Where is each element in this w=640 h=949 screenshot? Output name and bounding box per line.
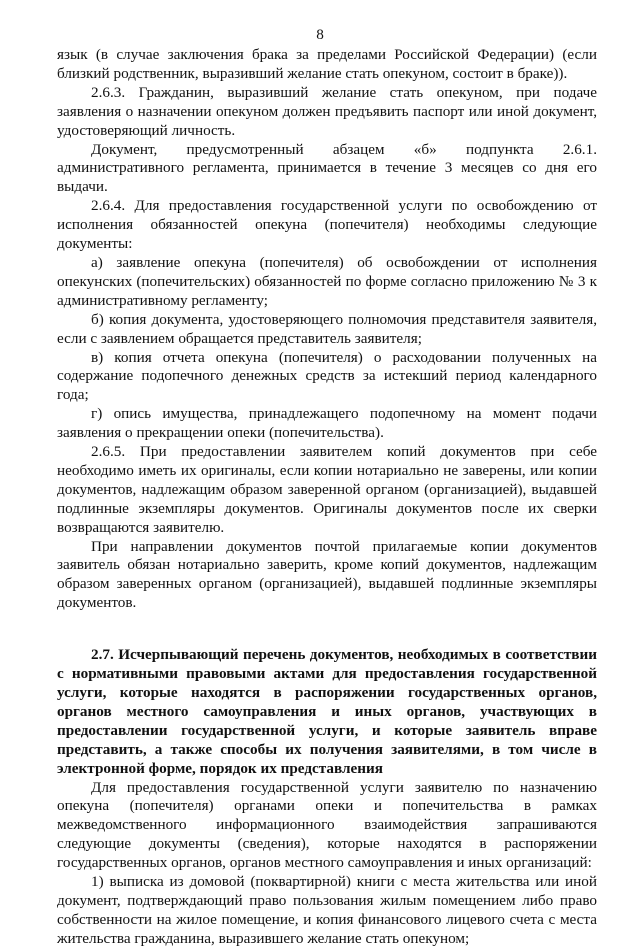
page-number: 8 [316,26,324,43]
list-item-1: 1) выписка из домовой (поквартирной) книги с места жительства или иной документ, подтверждающий право пользования жилым помещением либо право собственности на жилое помещение, и копия финансового лицевого счета с места жительства гражданина, выразившего желание стать опекуном; [57,873,597,947]
paragraph-continuation: язык (в случае заключения брака за пределами Российской Федерации) (если близкий родственник, выразивший желание стать опекуном, состоит в браке)). [57,46,597,82]
paragraph-postal-copies: При направлении документов почтой прилагаемые копии документов заявитель обязан нотариально заверить, кроме копий документов, надлежащим образом заверенных органом (организацией), выдавшей подлинные экземпляры документов. [57,537,597,612]
list-item-a: а) заявление опекуна (попечителя) об освобождении от исполнения опекунских (попечительских) обязанностей по форме согласно приложению № 3 к административному регламенту; [57,253,597,309]
paragraph-document-term: Документ, предусмотренный абзацем «б» подпункта 2.6.1. административного регламента, принимается в течение 3 месяцев со дня его выдачи. [57,140,597,196]
list-item-g: г) опись имущества, принадлежащего подопечному на момент подачи заявления о прекращении опеки (попечительства). [57,405,597,442]
paragraph-2-6-5: 2.6.5. При предоставлении заявителем копий документов при себе необходимо иметь их оригиналы, если копии нотариально не заверены, или копии документов, надлежащим образом заверенной органом (организацией), выдавшей подлинные экземпляры документов. Оригиналы документов после их сверки возвращаются заявителю. [57,443,597,536]
section-heading-2-7: 2.7. Исчерпывающий перечень документов, необходимых в соответствии с нормативными правовыми актами для предоставления государственной услуги, которые находятся в распоряжении государственных органов, органов местного самоуправления и иных органов, участвующих в предоставлении государственной услуги, и которые заявитель вправе представить, а также способы их получения заявителями, в том числе в электронной форме, порядок их представления [57,646,597,777]
paragraph-2-6-4: 2.6.4. Для предоставления государственной услуги по освобождению от исполнения обязанностей опекуна (попечителя) необходимы следующие документы: [57,197,597,253]
document-body [57,46,597,949]
list-item-b: б) копия документа, удостоверяющего полномочия представителя заявителя, если с заявлением обращается представитель заявителя; [57,310,597,347]
paragraph-2-6-3: 2.6.3. Гражданин, выразивший желание стать опекуном, при подаче заявления о назначении опекуном должен предъявить паспорт или иной документ, удостоверяющий личность. [57,83,597,139]
list-item-v: в) копия отчета опекуна (попечителя) о расходовании полученных на содержание подопечного денежных средств за истекший период календарного года; [57,348,597,404]
paragraph-interagency-request: Для предоставления государственной услуги заявителю по назначению опекуна (попечителя) органами опеки и попечительства в рамках межведомственного информационного взаимодействия запрашиваются следующие документы (сведения), которые находятся в распоряжении государственных органов, органов местного самоуправления и иных организаций: [57,778,597,872]
